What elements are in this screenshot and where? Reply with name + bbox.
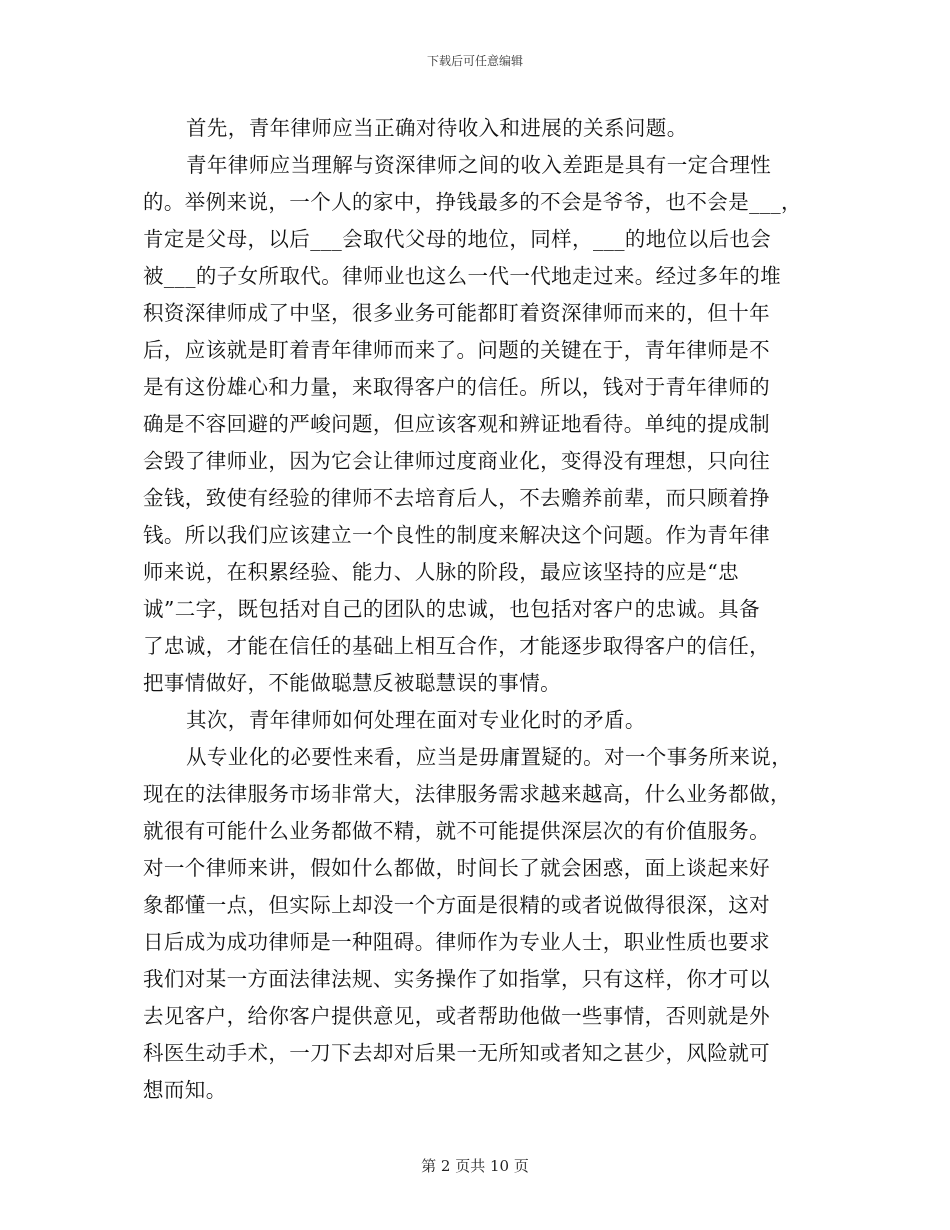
paragraph-2-line-2: 的。举例来说，一个人的家中，挣钱最多的不会是爷爷，也不会是___， xyxy=(143,190,802,214)
paragraph-2-line-14: 了忠诚，才能在信任的基础上相互合作，才能逐步取得客户的信任， xyxy=(143,634,770,658)
document-body xyxy=(143,110,823,1109)
paragraph-2-line-4: 被___的子女所取代。律师业也这么一代一代地走过来。经过多年的堆 xyxy=(143,264,782,288)
paragraph-3-line-1: 其次，青年律师如何处理在面对专业化时的矛盾。 xyxy=(186,708,646,732)
paragraph-2-line-7: 是有这份雄心和力量，来取得客户的信任。所以，钱对于青年律师的 xyxy=(143,375,770,399)
paragraph-4-line-3: 就很有可能什么业务都做不精，就不可能提供深层次的有价值服务。 xyxy=(143,819,770,843)
paragraph-4-line-5: 象都懂一点，但实际上却没一个方面是很精的或者说做得很深，这对 xyxy=(143,893,770,917)
paragraph-2-line-12: 师来说，在积累经验、能力、人脉的阶段，最应该坚持的应是“忠 xyxy=(143,560,740,584)
paragraph-2-line-5: 积资深律师成了中坚，很多业务可能都盯着资深律师而来的，但十年 xyxy=(143,301,770,325)
paragraph-2-line-9: 会毁了律师业，因为它会让律师过度商业化，变得没有理想，只向往 xyxy=(143,449,770,473)
paragraph-4-line-7: 我们对某一方面法律法规、实务操作了如指掌，只有这样，你才可以 xyxy=(143,967,770,991)
paragraph-4-line-1: 从专业化的必要性来看，应当是毋庸置疑的。对一个事务所来说， xyxy=(186,745,793,769)
paragraph-2-line-3: 肯定是父母，以后___会取代父母的地位，同样，___的地位以后也会 xyxy=(143,227,772,251)
paragraph-4-line-10: 想而知。 xyxy=(143,1078,227,1102)
paragraph-2-line-11: 钱。所以我们应该建立一个良性的制度来解决这个问题。作为青年律 xyxy=(143,523,770,547)
paragraph-2-line-10: 金钱，致使有经验的律师不去培育后人，不去赡养前辈，而只顾着挣 xyxy=(143,486,770,510)
page-header-note: 下载后可任意编辑 xyxy=(426,54,523,68)
paragraph-2-line-13: 诚”二字，既包括对自己的团队的忠诚，也包括对客户的忠诚。具备 xyxy=(143,597,760,621)
paragraph-1-line-1: 首先，青年律师应当正确对待收入和进展的关系问题。 xyxy=(186,116,688,140)
paragraph-4-line-8: 去见客户，给你客户提供意见，或者帮助他做一些事情，否则就是外 xyxy=(143,1004,770,1028)
paragraph-4-line-4: 对一个律师来讲，假如什么都做，时间长了就会困惑，面上谈起来好 xyxy=(143,856,770,880)
paragraph-4-line-6: 日后成为成功律师是一种阻碍。律师作为专业人士，职业性质也要求 xyxy=(143,930,770,954)
paragraph-2-line-8: 确是不容回避的严峻问题，但应该客观和辨证地看待。单纯的提成制 xyxy=(143,412,770,436)
page-number-footer: 第 2 页共 10 页 xyxy=(421,1157,529,1175)
paragraph-2-line-1: 青年律师应当理解与资深律师之间的收入差距是具有一定合理性 xyxy=(186,153,772,177)
paragraph-2-line-6: 后，应该就是盯着青年律师而来了。问题的关键在于，青年律师是不 xyxy=(143,338,770,362)
paragraph-2-line-15: 把事情做好，不能做聪慧反被聪慧误的事情。 xyxy=(143,671,561,695)
paragraph-4-line-2: 现在的法律服务市场非常大，法律服务需求越来越高，什么业务都做， xyxy=(143,782,791,806)
paragraph-4-line-9: 科医生动手术，一刀下去却对后果一无所知或者知之甚少，风险就可 xyxy=(143,1041,770,1065)
